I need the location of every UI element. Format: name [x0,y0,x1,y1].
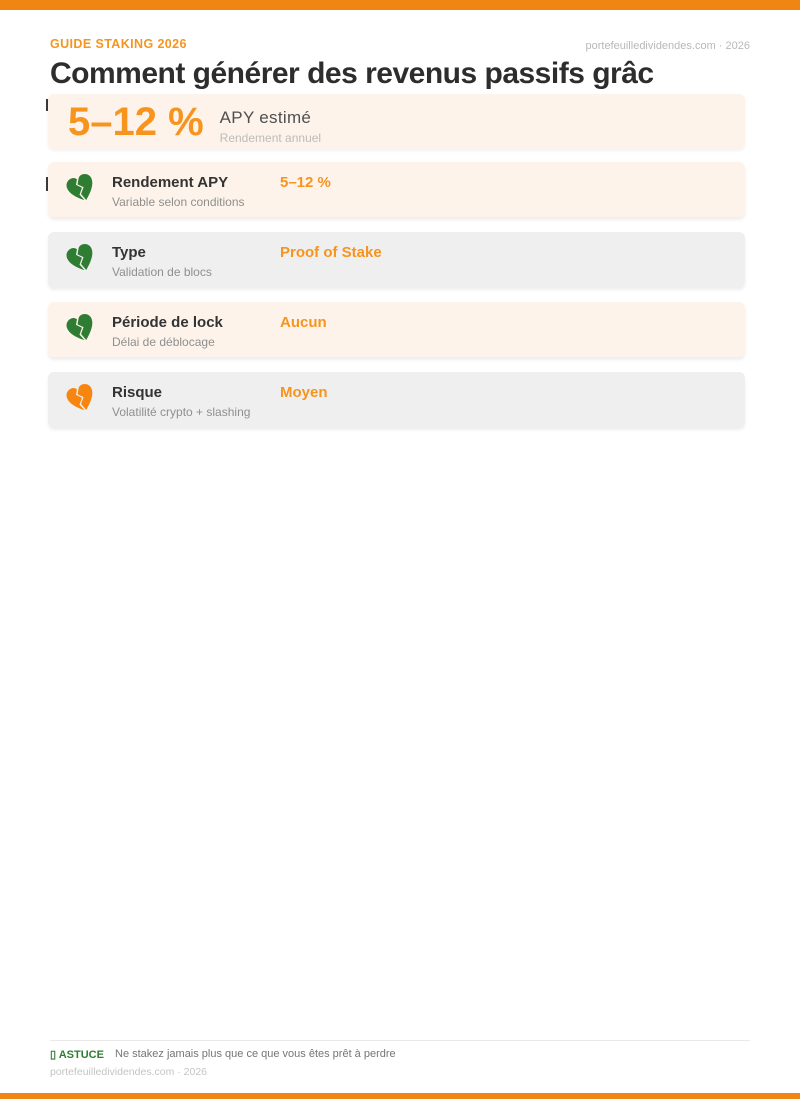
footer-source-text: portefeuilledividendes.com · 2026 [50,1066,208,1078]
apy-labels [220,108,321,145]
card-title: Type [112,244,146,261]
broken-heart-icon [66,171,96,207]
guide-eyebrow: GUIDE STAKING 2026 [50,37,187,51]
card-title: Risque [112,384,163,401]
astuce-badge: ▯ ASTUCE [50,1049,104,1061]
top-accent-bar [0,0,800,10]
card-subtitle: Volatilité crypto + slashing [112,405,251,419]
stat-card-periode-de-lock [48,302,745,357]
card-subtitle: Variable selon conditions [112,195,245,209]
card-value: Moyen [280,384,328,401]
footer-tip-text: Ne stakez jamais plus que ce que vous êtes prêt à perdre [115,1048,396,1060]
stat-card-rendement-apy [48,162,745,217]
card-title: Rendement APY [112,174,229,191]
card-title: Période de lock [112,314,223,331]
card-subtitle: Délai de déblocage [112,335,215,349]
apy-label: APY estimé [219,108,312,127]
card-value: 5–12 % [280,174,331,191]
stat-card-risque [48,372,745,427]
card-value: Aucun [280,314,327,331]
bottom-accent-bar [0,1093,800,1099]
broken-heart-icon [66,311,96,347]
card-value: Proof of Stake [280,244,382,261]
broken-heart-icon [66,381,96,417]
page-title: Comment générer des revenus passifs grâc [50,57,654,90]
footer-divider [50,1040,750,1041]
apy-value: 5–12 % [68,99,204,144]
card-subtitle: Validation de blocs [112,265,212,279]
header-source-text: portefeuilledividendes.com · 2026 [585,40,750,52]
apy-highlight-box [48,94,745,149]
broken-heart-icon [66,241,96,277]
apy-sublabel: Rendement annuel [219,131,322,145]
stat-card-type [48,232,745,287]
